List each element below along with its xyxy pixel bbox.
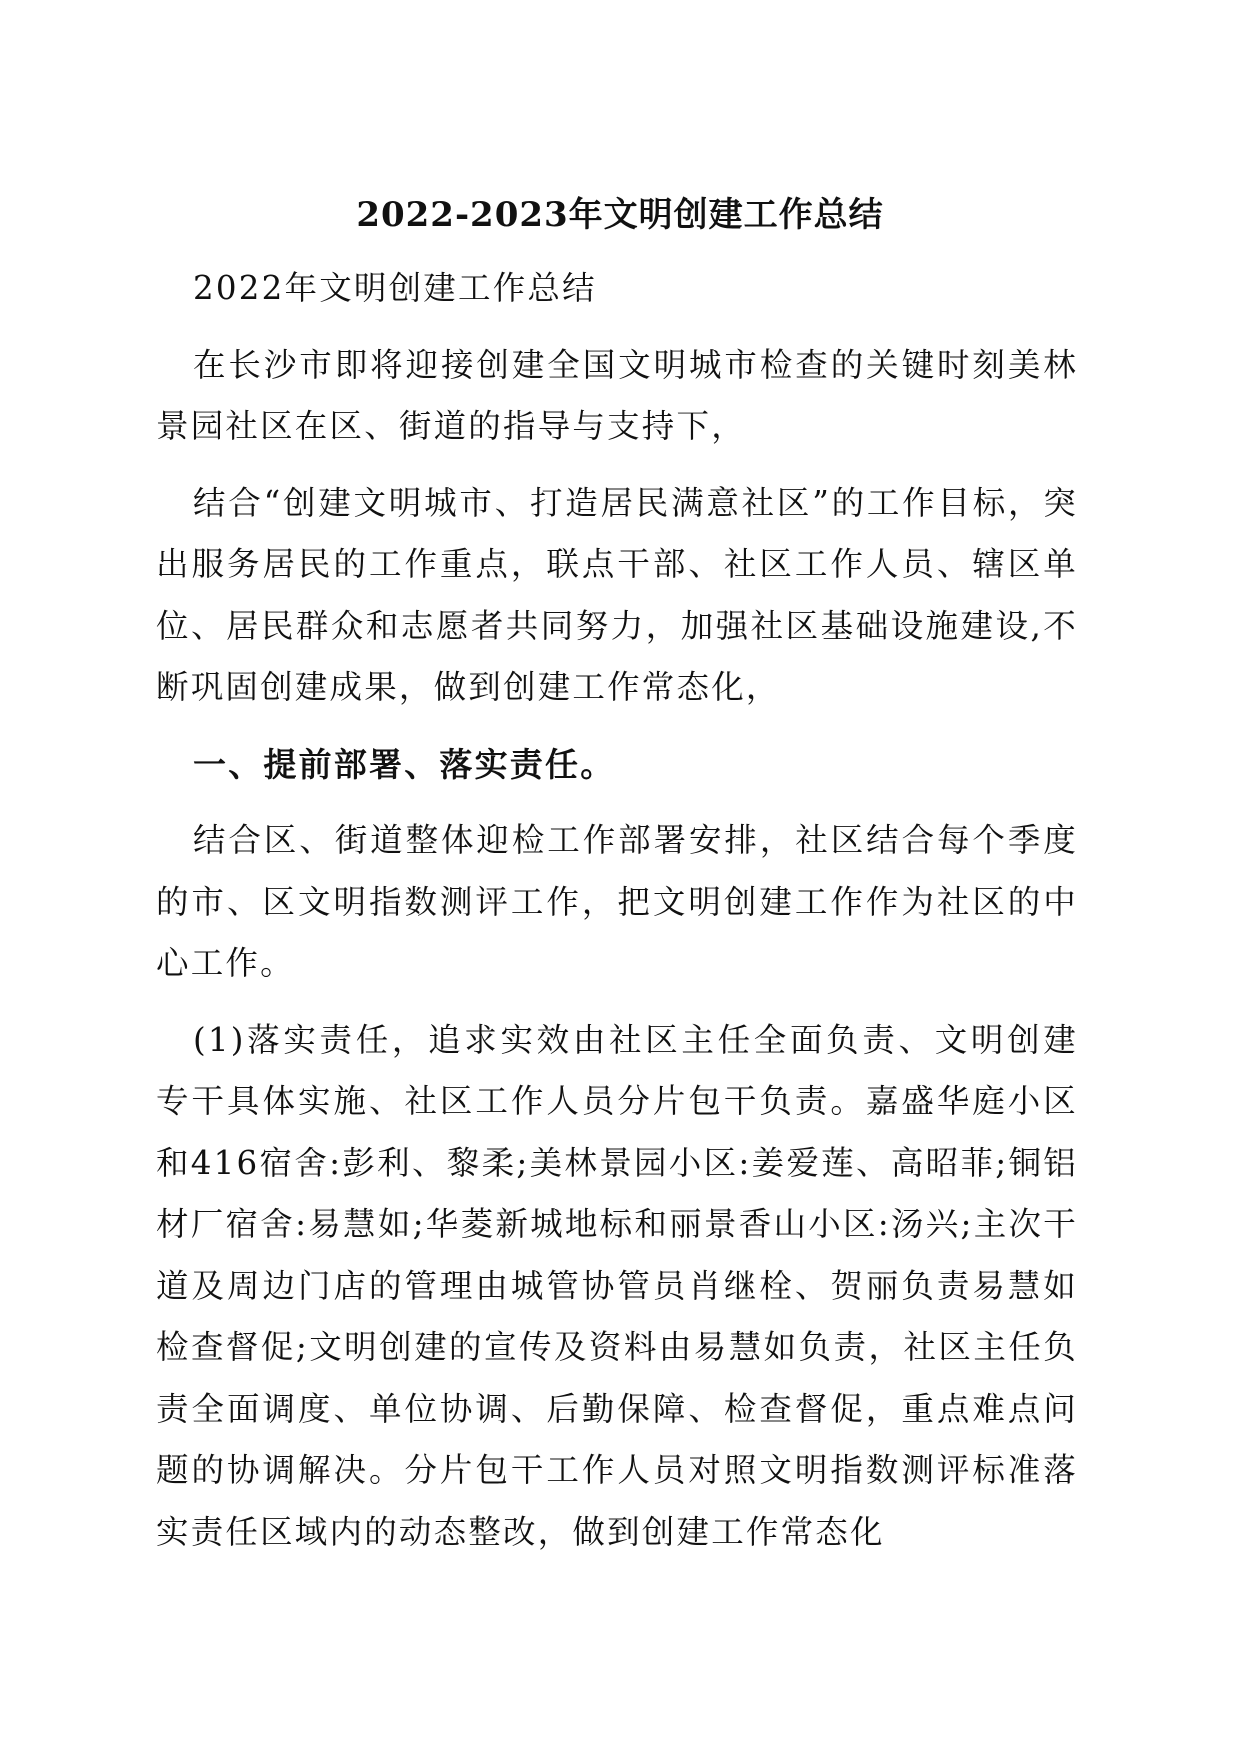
section-1-paragraph-2: (1)落实责任，追求实效由社区主任全面负责、文明创建专干具体实施、社区工作人员分片包干负责。嘉盛华庭小区和416宿舍:彭利、黎柔;美林景园小区:姜爱莲、高昭菲;铜铝材厂宿舍:易慧如;华菱新城地标和丽景香山小区:汤兴;主次干道及周边门店的管理由城管协管员肖继栓、贺丽负责易慧如检查督促;文明创建的宣传及资料由易慧如负责，社区主任负责全面调度、单位协调、后勤保障、检查督促，重点难点问题的协调解决。分片包干工作人员对照文明指数测评标准落实责任区域内的动态整改，做到创建工作常态化 xyxy=(156,1020,1078,1551)
document-body xyxy=(156,258,1078,1578)
subtitle-paragraph: 2022年文明创建工作总结 xyxy=(193,269,597,307)
section-heading-1: 一、提前部署、落实责任。 xyxy=(193,744,616,784)
intro-paragraph-2: 结合“创建文明城市、打造居民满意社区”的工作目标，突出服务居民的工作重点，联点干部、社区工作人员、辖区单位、居民群众和志愿者共同努力，加强社区基础设施建设,不断巩固创建成果，做到创建工作常态化， xyxy=(156,483,1078,706)
intro-paragraph-1: 在长沙市即将迎接创建全国文明城市检查的关键时刻美林景园社区在区、街道的指导与支持下， xyxy=(156,345,1078,445)
document-title: 2022-2023年文明创建工作总结 xyxy=(356,195,884,235)
section-1-paragraph-1: 结合区、街道整体迎检工作部署安排，社区结合每个季度的市、区文明指数测评工作，把文明创建工作作为社区的中心工作。 xyxy=(156,821,1078,982)
